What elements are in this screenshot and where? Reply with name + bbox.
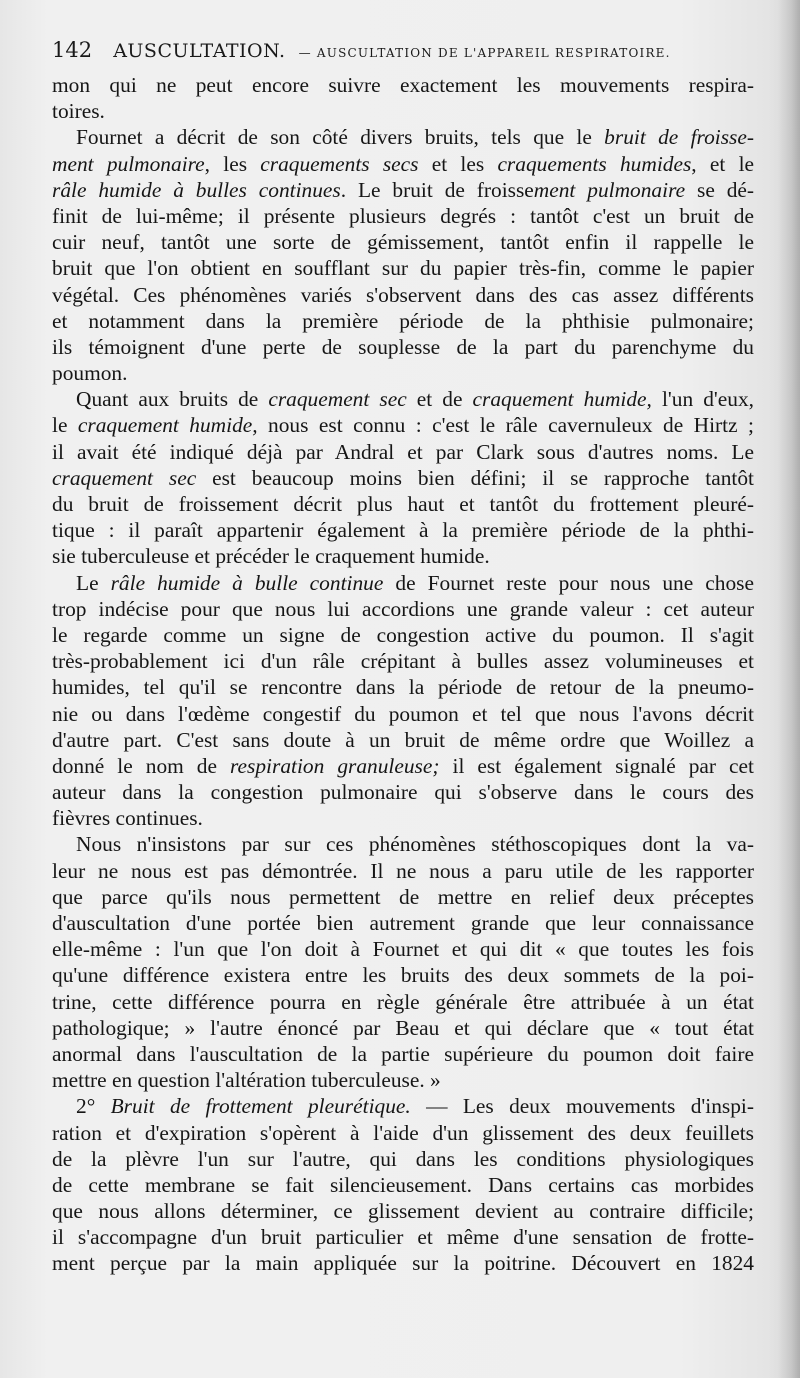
- text-line: Quant aux bruits de craquement sec et de craquement humide, l'un d'eux,: [76, 387, 754, 412]
- text-line: qu'une différence existera entre les bruits des deux sommets de la poi-: [52, 963, 754, 988]
- text-line: pathologique; » l'autre énoncé par Beau et qui déclare que « tout état: [52, 1015, 754, 1040]
- text-line: donné le nom de respiration granuleuse; il est également signalé par cet: [52, 753, 754, 778]
- text-line: et notamment dans la première période de la phthisie pulmonaire;: [52, 308, 754, 333]
- text-line: que parce qu'ils nous permettent de mettre en relief deux préceptes: [52, 884, 754, 909]
- text-line: de cette membrane se fait silencieusement. Dans certains cas morbides: [52, 1172, 754, 1197]
- text-line: toires.: [52, 99, 105, 124]
- text-line: leur ne nous est pas démontrée. Il ne nous a paru utile de les rapporter: [52, 858, 754, 883]
- italic-phrase: ment pulmonaire: [52, 151, 205, 176]
- italic-phrase: Bruit de frottement pleurétique.: [110, 1094, 411, 1119]
- text-line: ration et d'expiration s'opèrent à l'aide d'un glissement des deux feuillets: [52, 1120, 754, 1145]
- text-line: elle-même : l'un que l'on doit à Fournet et qui dit « que toutes les fois: [52, 937, 754, 962]
- text-line: finit de lui-même; il présente plusieurs degrés : tantôt c'est un bruit de: [52, 203, 754, 228]
- running-header: [52, 38, 762, 72]
- italic-phrase: craquement humide,: [77, 413, 258, 438]
- text-line: trop indécise pour que nous lui accordions une grande valeur : cet auteur: [52, 596, 754, 621]
- text-line: poumon.: [52, 361, 128, 386]
- text-line: craquement sec est beaucoup moins bien défini; il se rapproche tantôt: [52, 465, 754, 490]
- text-line: anormal dans l'auscultation de la partie supérieure du poumon doit faire: [52, 1041, 754, 1066]
- italic-phrase: ment pulmonaire: [533, 177, 686, 202]
- italic-phrase: râle humide à bulle continue: [110, 570, 384, 595]
- italic-phrase: craquements secs: [260, 151, 419, 176]
- italic-phrase: bruit de froisse-: [604, 125, 754, 150]
- italic-phrase: craquements humides: [497, 151, 692, 176]
- text-line: d'auscultation d'une portée bien autrement grande que leur connaissance: [52, 911, 754, 935]
- italic-phrase: râle humide à bulles continues: [52, 177, 341, 202]
- text-line: ment pulmonaire, les craquements secs et les craquements humides, et le: [52, 151, 754, 176]
- running-title: AUSCULTATION.: [113, 40, 286, 62]
- text-line: il s'accompagne d'un bruit particulier et même d'une sensation de frotte-: [52, 1225, 754, 1250]
- italic-phrase: craquement humide,: [472, 387, 652, 412]
- italic-phrase: respiration granuleuse;: [230, 753, 440, 778]
- body-text: [52, 72, 754, 1277]
- text-line: très-probablement ici d'un râle crépitant à bulles assez volumineuses et: [52, 649, 754, 674]
- text-line: mon qui ne peut encore suivre exactement les mouvements respira-: [52, 73, 754, 97]
- text-line: râle humide à bulles continues. Le bruit de froissement pulmonaire se dé-: [52, 177, 754, 202]
- page-spine-shadow: [778, 0, 800, 1378]
- text-line: humides, tel qu'il se rencontre dans la période de retour de la pneumo-: [52, 675, 754, 700]
- text-line: nie ou dans l'œdème congestif du poumon et tel que nous l'avons décrit: [52, 701, 754, 726]
- text-line: ment perçue par la main appliquée sur la poitrine. Découvert en 1824: [52, 1251, 754, 1276]
- text-line: Nous n'insistons par sur ces phénomènes stéthoscopiques dont la va-: [76, 832, 754, 857]
- text-line: Fournet a décrit de son côté divers bruits, tels que le bruit de froisse-: [76, 125, 754, 150]
- text-line: bruit que l'on obtient en soufflant sur du papier très-fin, comme le papier: [52, 256, 754, 281]
- text-line: auteur dans la congestion pulmonaire qui s'observe dans le cours des: [52, 780, 754, 805]
- text-line: du bruit de froissement décrit plus haut et tantôt du frottement pleuré-: [52, 492, 754, 516]
- text-line: sie tuberculeuse et précéder le craquement humide.: [52, 544, 490, 569]
- text-line: il avait été indiqué déjà par Andral et par Clark sous d'autres noms. Le: [52, 439, 754, 464]
- text-line: tique : il paraît appartenir également à la première période de la phthi-: [52, 518, 754, 543]
- text-line: le craquement humide, nous est connu : c'est le râle cavernuleux de Hirtz ;: [52, 413, 754, 438]
- text-line: Le râle humide à bulle continue de Fournet reste pour nous une chose: [76, 570, 754, 595]
- text-line: fièvres continues.: [52, 806, 203, 831]
- page-number: 142: [52, 38, 93, 62]
- text-line: de la plèvre l'un sur l'autre, qui dans les conditions physiologiques: [52, 1146, 754, 1171]
- text-line: que nous allons déterminer, ce glissement devient au contraire difficile;: [52, 1199, 754, 1224]
- text-line: végétal. Ces phénomènes variés s'observent dans des cas assez différents: [52, 282, 754, 307]
- italic-phrase: craquement sec: [268, 387, 407, 412]
- text-line: mettre en question l'altération tuberculeuse. »: [52, 1068, 441, 1093]
- text-line: ils témoignent d'une perte de souplesse de la part du parenchyme du: [52, 334, 754, 359]
- text-line: cuir neuf, tantôt une sorte de gémissement, tantôt enfin il rappelle le: [52, 230, 754, 255]
- text-line: d'autre part. C'est sans doute à un bruit de même ordre que Woillez a: [52, 727, 754, 752]
- running-subtitle: — AUSCULTATION DE L'APPAREIL RESPIRATOIRE.: [298, 46, 671, 60]
- text-line: le regarde comme un signe de congestion active du poumon. Il s'agit: [52, 622, 754, 647]
- text-line: 2° Bruit de frottement pleurétique. — Les deux mouvements d'inspi-: [76, 1094, 754, 1119]
- italic-phrase: craquement sec: [52, 465, 197, 490]
- text-line: trine, cette différence pourra en règle générale être attribuée à un état: [52, 989, 754, 1014]
